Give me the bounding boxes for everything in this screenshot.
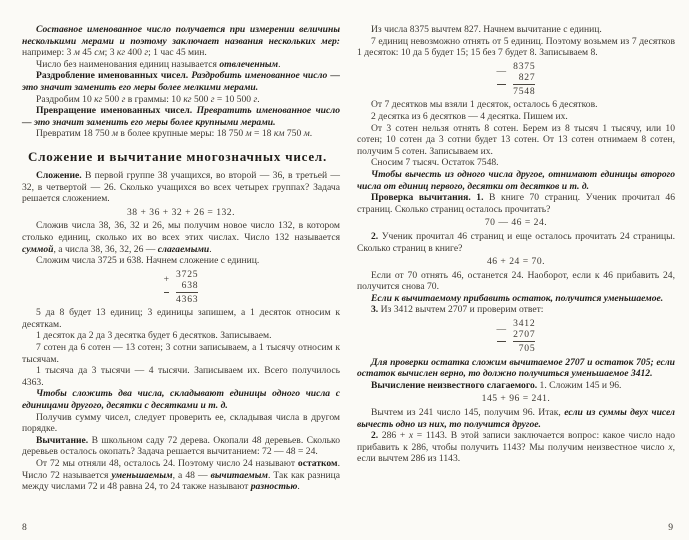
text-segment: Превратить именованное число — это значит заменить его меры более крупными мерами. [22, 105, 343, 128]
text-segment: Вычитание. [36, 434, 92, 446]
text-segment: 400 [125, 47, 145, 59]
paragraph [357, 430, 678, 465]
paragraph [357, 35, 678, 59]
paragraph [22, 59, 340, 71]
text-segment: если из суммы двух чисел вычесть одно из них, то получится другое. [357, 407, 678, 430]
text-segment: 1 тысяча да 3 тысячи — 4 тысячи. Записываем их. Всего получилось 4363. [22, 365, 343, 388]
text-segment: км [273, 128, 285, 140]
text-segment: Вычисление неизвестного слагаемого. [371, 379, 540, 391]
text-segment: 286 + [381, 430, 409, 442]
text-segment: 1. Сложим 145 и 96. [539, 379, 622, 391]
paragraph [357, 407, 678, 430]
text-segment: Составное именованное число получается при измерении величины несколькими мерами и поэтому заключает названия нескольких мер: [22, 24, 343, 47]
text-segment: Число без наименования единиц называется [36, 58, 220, 70]
paragraph [22, 307, 343, 330]
text-segment: Раздробление именованных чисел. [36, 70, 192, 82]
text-segment: г [253, 93, 258, 105]
text-segment: Сложение. [36, 169, 85, 181]
text-segment: м [245, 128, 252, 140]
equation: 70 — 46 = 24. [484, 217, 548, 229]
paragraph [357, 269, 678, 293]
paragraph [22, 330, 340, 342]
paragraph [357, 293, 675, 305]
operation-result: 7548 [513, 86, 536, 98]
text-segment: Превратим 18 750 [36, 128, 112, 140]
text-segment: Сложим числа 3725 и 638. Начнем сложение с единиц. [36, 255, 260, 267]
operand-top: 8375 [513, 60, 536, 72]
text-segment: 1 десяток да 2 да 3 десятка будет 6 десятков. Записываем. [36, 330, 272, 342]
text-segment: . [309, 128, 313, 140]
text-segment: . [209, 243, 212, 255]
paragraph [22, 411, 343, 435]
text-segment: От 3 сотен нельзя отнять 8 сотен. Берем из 8 тысяч 1 тысячу, или 10 сотен; 10 сотен да 3 сотни будет 13 сотен. От 13 сотен отнимаем 8 сотен, получим 5 сотен. Записываем их. [357, 122, 678, 157]
text-segment: в более крупные меры: 18 750 [118, 128, 246, 140]
paragraph [357, 192, 678, 215]
operand-bottom: 638 [176, 280, 198, 293]
operation-result: 705 [518, 343, 536, 355]
paragraph [357, 230, 678, 254]
text-segment: Из числа 8375 вычтем 827. Начнем вычитание с единиц. [371, 24, 602, 35]
page-left [22, 24, 343, 540]
text-segment: 500 [102, 93, 122, 105]
text-segment: Ученик прочитал 46 страниц и еще осталось прочитать 24 страницы. Сколько страниц в книге? [357, 230, 678, 254]
operand-bottom: 827 [513, 72, 535, 85]
text-segment: 3. [371, 304, 381, 316]
text-segment: = 10 500 [214, 93, 254, 105]
text-segment: . [257, 93, 260, 105]
text-segment: ; 3 [104, 47, 117, 59]
paragraph [357, 157, 675, 169]
text-segment: 2. [371, 230, 382, 242]
page-number: 9 [668, 522, 673, 534]
paragraph [357, 356, 678, 380]
column-operation [357, 318, 675, 355]
text-segment: Чтобы вычесть из одного числа другое, отнимают единицы второго числа от единиц первого, десятки от десятков и т. д. [357, 168, 678, 192]
text-segment: кг [183, 93, 192, 105]
text-segment: Из 3412 вычтем 2707 и проверим ответ: [380, 304, 544, 316]
text-segment: см [94, 47, 105, 59]
text-segment: Сносим 7 тысяч. Остаток 7548. [371, 157, 499, 169]
paragraph [357, 111, 675, 123]
text-segment: г [144, 47, 149, 59]
text-segment: 45 [79, 47, 95, 59]
text-segment: 500 [191, 93, 211, 105]
paragraph [22, 342, 343, 365]
text-segment: 7 сотен да 6 сотен — 13 сотен; 3 сотни записываем, а 1 тысячу относим к тысячам. [22, 342, 343, 365]
paragraph [22, 458, 343, 493]
text-segment: остатком [297, 458, 338, 470]
text-segment: кг [116, 47, 126, 59]
text-segment: г [210, 93, 215, 105]
operation-sign: — [497, 61, 507, 85]
text-segment: , а 48 — [172, 469, 211, 481]
page-number: 8 [22, 522, 27, 534]
paragraph [22, 128, 340, 140]
text-segment: Чтобы сложить два числа, складывают единицы одного числа с единицами другого, десятки с десятками и т. д. [22, 388, 343, 412]
column-operation [22, 269, 340, 306]
text-segment: в граммы: 10 [125, 93, 184, 105]
column-operation [357, 61, 675, 98]
paragraph [22, 24, 343, 59]
text-segment: От 7 десятков мы взяли 1 десяток, осталось 6 десятков. [371, 99, 598, 111]
operand-bottom: 2707 [513, 329, 535, 342]
text-segment: . [297, 481, 300, 493]
paragraph [357, 168, 678, 192]
paragraph [22, 169, 343, 205]
text-segment: . Так как разница между числами 72 и 48 равна 24, то 24 также называют [22, 469, 343, 493]
operation-result: 4363 [176, 294, 199, 306]
operand-top: 3412 [513, 318, 536, 330]
text-segment: Если к вычитаемому прибавить остаток, получится уменьшаемое. [371, 292, 664, 304]
text-segment: ; 1 час 45 мин. [148, 47, 207, 59]
text-segment: В первой группе 38 учащихся, во второй — 36, в третьей — 32, в четвертой — 26. Сколько учащихся во всех четырех группах? Задача решается сложением. [22, 169, 343, 205]
column-operation-grid [497, 318, 536, 355]
text-segment: Вычтем из 241 число 145, получим 96. Итак, [371, 407, 565, 419]
text-segment: 7 единиц невозможно отнять от 5 единиц. Поэтому возьмем из 7 десятков 1 десяток: 10 да 5 будет 15; 15 без 7 будет 8. Записываем 8. [357, 35, 678, 59]
paragraph [357, 304, 675, 316]
text-segment: Раздробить именованное число — это значит заменить его меры более мелкими мерами. [22, 70, 343, 93]
text-segment: = 1143. В этой записи заключается вопрос: какое число надо прибавить к 286, чтобы получить 1143? Мы получим неизвестное число [357, 430, 678, 453]
text-segment: отвлеченным [219, 58, 279, 70]
text-segment: кг [94, 93, 103, 105]
text-segment: 750 [284, 128, 304, 140]
text-segment: Раздробим 10 [36, 93, 95, 105]
equation: 145 + 96 = 241. [481, 393, 551, 405]
column-operation-grid [497, 61, 536, 98]
text-segment: . [278, 58, 281, 70]
text-segment: разностью [250, 481, 298, 493]
text-segment: От 72 мы отняли 48, осталось 24. Поэтому число 24 называют [36, 458, 298, 470]
equation: 46 + 24 = 70. [486, 256, 546, 268]
paragraph [22, 94, 340, 106]
text-segment: вычитаемым [210, 469, 268, 481]
text-segment: Превращение именованных чисел. [36, 105, 197, 117]
text-segment: Получив сумму чисел, следует проверить ее, складывая числа в другом порядке. [22, 411, 343, 435]
text-segment: Для проверки остатка сложим вычитаемое 2707 и остаток 705; если остаток вычислен верно, то должно получиться уменьшаемое 3412. [357, 356, 678, 380]
text-segment: слагаемыми [157, 243, 210, 255]
text-segment: 2. [371, 430, 382, 442]
operation-sign: — [497, 318, 507, 342]
text-segment: Сложив числа 38, 36, 32 и 26, мы получим новое число 132, в котором столько единиц, сколько их во всех этих числах. Число 132 называется [22, 220, 343, 243]
paragraph [22, 70, 343, 93]
text-segment: В школьном саду 72 дерева. Окопали 48 деревьев. Сколько деревьев осталось окопать? Задача решается вычитанием: 72 — 48 = 24. [22, 434, 343, 458]
text-segment: суммой [22, 243, 54, 255]
text-segment: . Число 72 называется [22, 458, 343, 481]
paragraph [357, 24, 675, 36]
text-segment: , если вычтем 286 из 1143. [357, 441, 678, 465]
text-segment: Проверка вычитания. 1. [371, 192, 490, 204]
paragraph [22, 105, 343, 128]
text-segment: 5 да 8 будет 13 единиц; 3 единицы запишем, а 1 десяток относим к десяткам. [22, 307, 343, 330]
paragraph [357, 99, 675, 111]
text-segment: , а числа 38, 36, 32, 26 — [53, 243, 158, 255]
text-segment: x [668, 441, 673, 453]
paragraph [22, 220, 343, 255]
paragraph [22, 388, 343, 412]
text-segment: В книге 70 страниц. Ученик прочитал 46 страниц. Сколько страниц осталось прочитать? [357, 192, 678, 215]
text-segment: Если от 70 отнять 46, останется 24. Наоборот, если к 46 прибавить 24, получится снова 70. [357, 269, 678, 293]
text-segment: м [73, 47, 80, 59]
text-segment: например: 3 [22, 47, 74, 59]
section-heading: Сложение и вычитание многозначных чисел. [28, 148, 328, 164]
text-segment: м [111, 128, 119, 140]
operation-sign: + [164, 269, 169, 293]
text-segment: м [303, 128, 310, 140]
text-segment: x [408, 430, 414, 442]
equation: 38 + 36 + 32 + 26 = 132. [127, 206, 235, 218]
paragraph [22, 434, 343, 458]
text-segment: г [121, 93, 126, 105]
paragraph [22, 365, 343, 388]
column-operation-grid [164, 269, 199, 306]
text-segment: = 18 [251, 128, 274, 140]
text-segment: 2 десятка из 6 десятков — 4 десятка. Пишем их. [371, 110, 568, 122]
paragraph [357, 380, 675, 392]
operand-top: 3725 [176, 268, 199, 280]
page-right [357, 24, 678, 540]
paragraph [22, 255, 340, 267]
paragraph [357, 122, 678, 158]
text-segment: уменьшаемым [111, 469, 173, 481]
